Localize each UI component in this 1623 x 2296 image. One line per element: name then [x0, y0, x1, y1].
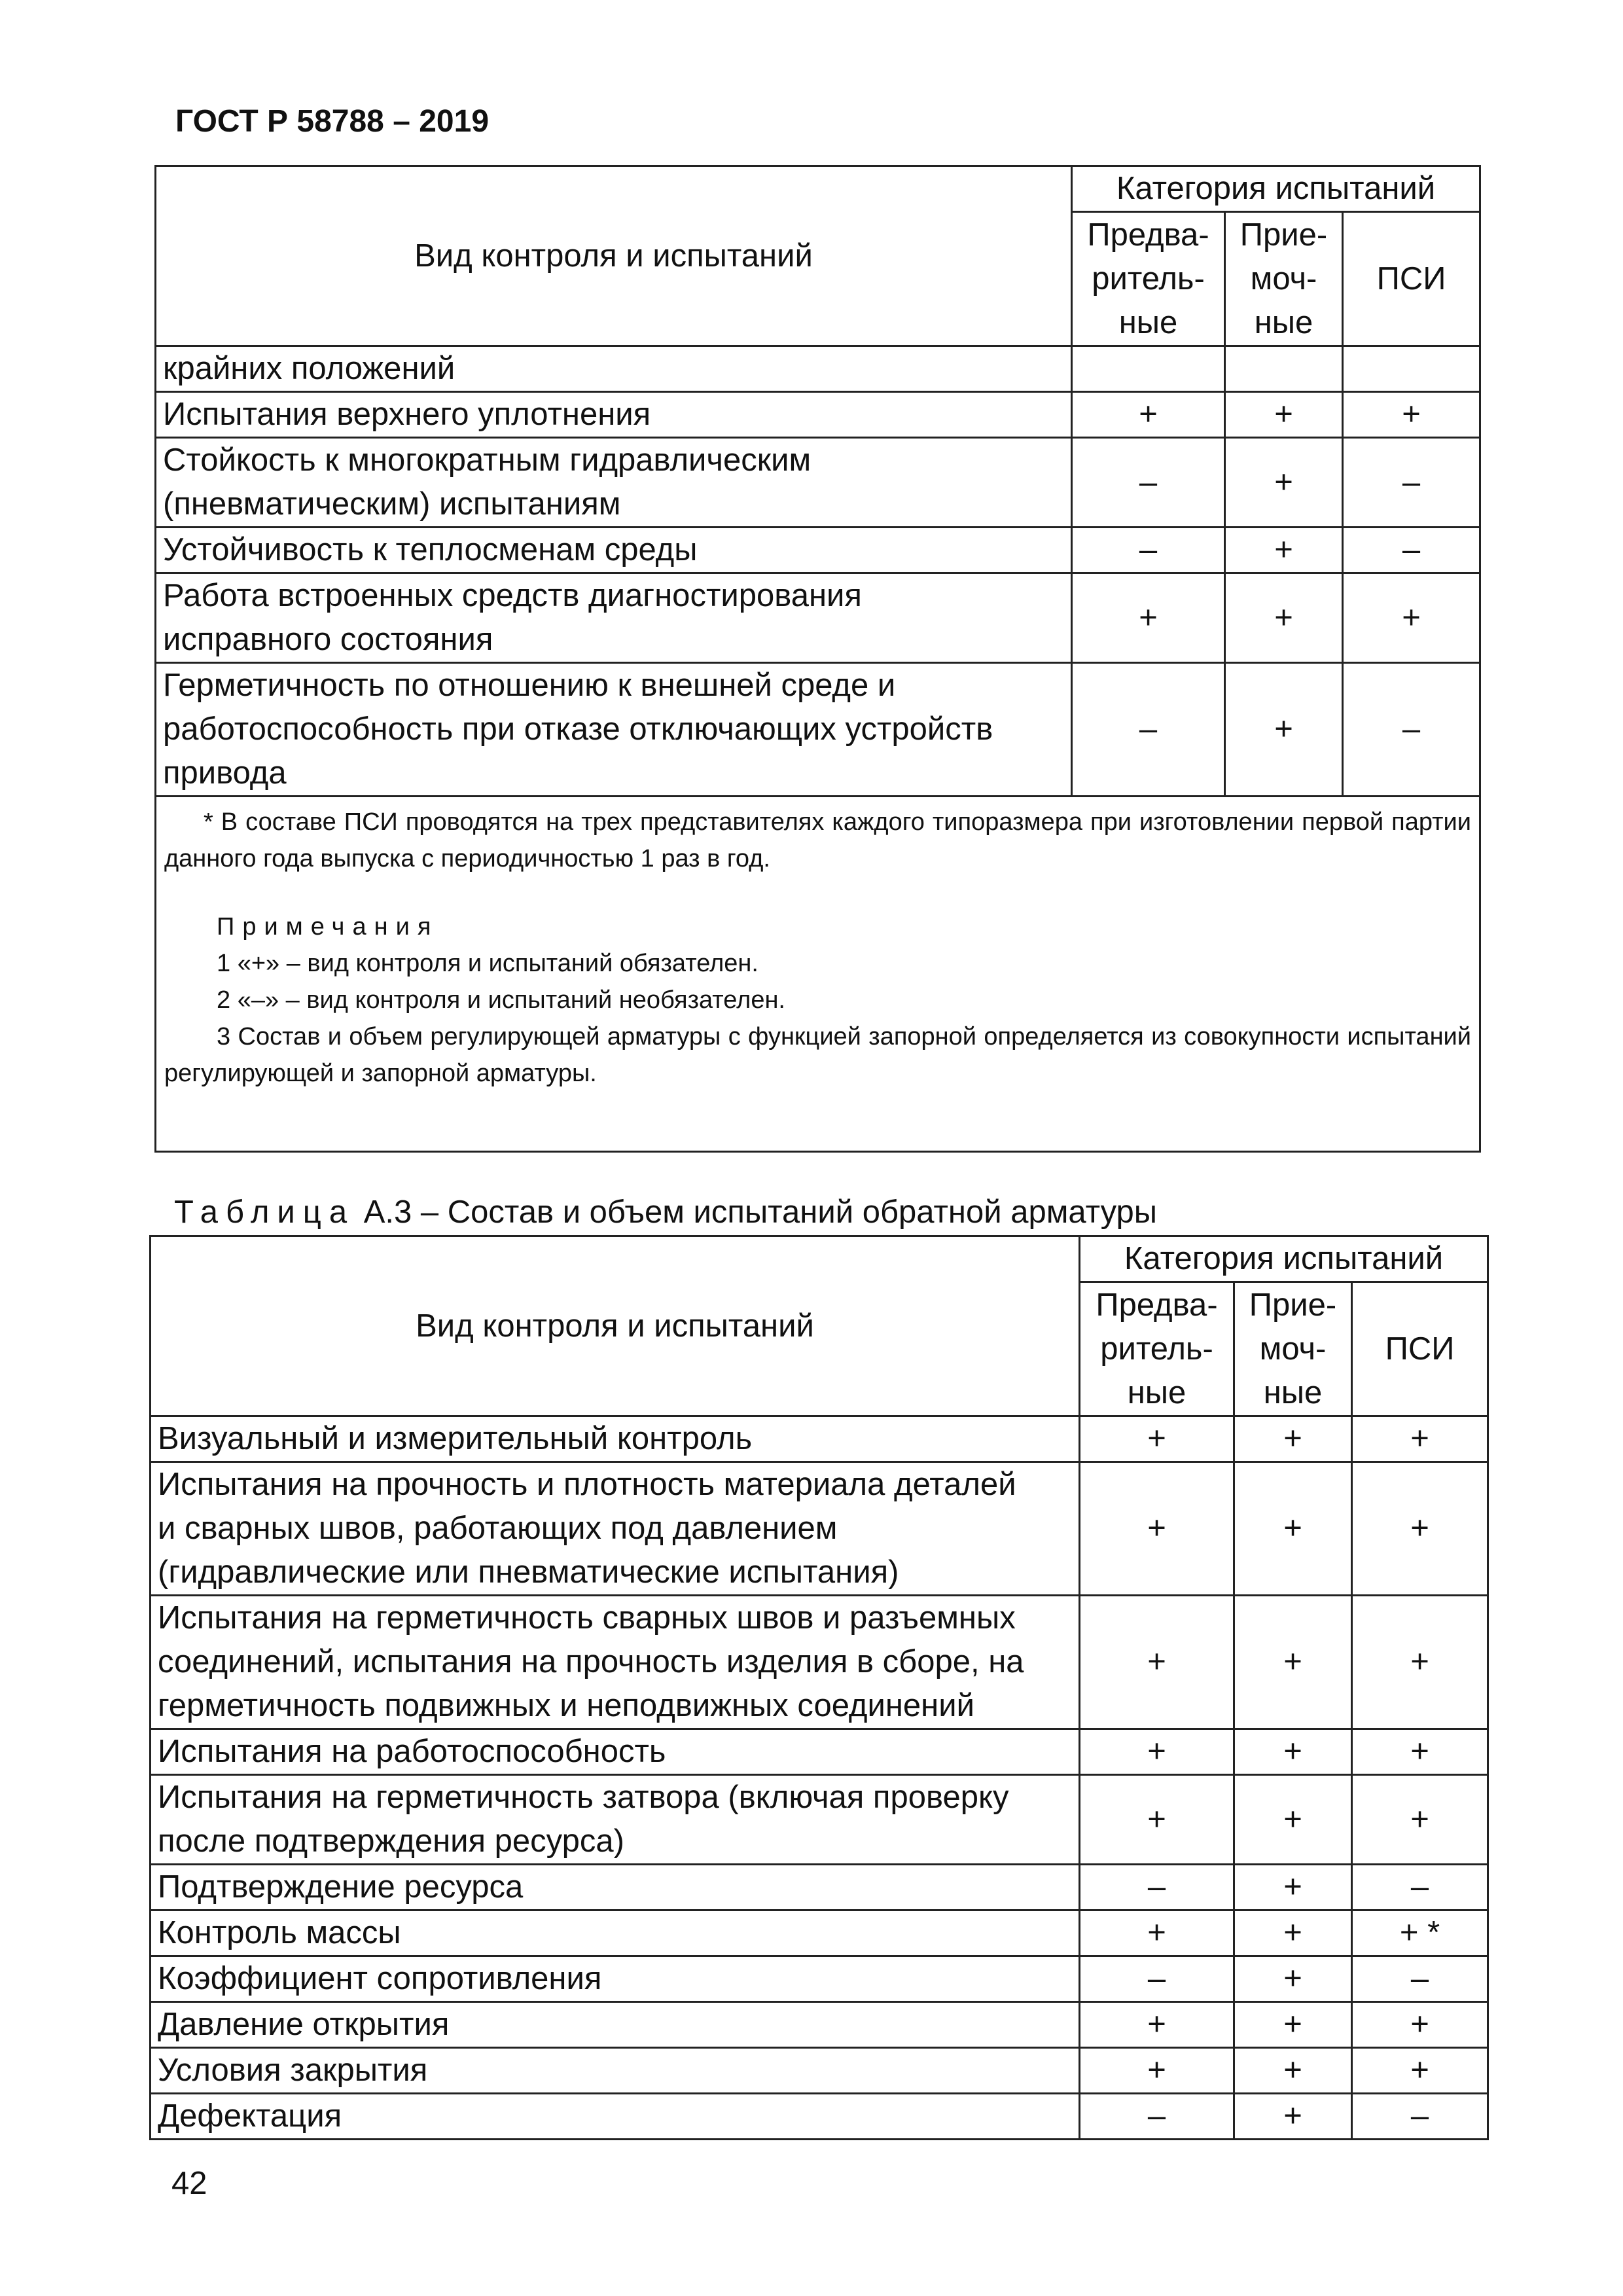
row-text-line: Испытания верхнего уплотнения [163, 397, 651, 432]
row-mark-c2: + [1234, 1865, 1352, 1910]
row-mark-c3: + * [1352, 1910, 1488, 1956]
row-test-name [151, 1596, 1080, 1729]
row-test-name [151, 1775, 1080, 1865]
row-mark-c1: – [1080, 1956, 1234, 2002]
footnote: * В составе ПСИ проводятся на трех представителях каждого типоразмера при изготовлении первой партии данного года выпуска с периодичностью 1 раз в год. [164, 808, 1472, 872]
row-mark-c1: – [1080, 2094, 1234, 2140]
header-psi: ПСИ [1352, 1282, 1488, 1416]
table-row [151, 2002, 1488, 2048]
row-mark-c1: + [1080, 1596, 1234, 1729]
header-preliminary: Предва- ритель- ные [1072, 212, 1225, 346]
table-caption: Таблица А.3 – Состав и объем испытаний обратной арматуры [174, 1194, 1157, 1230]
table-row [156, 392, 1480, 438]
table-row [156, 573, 1480, 663]
row-mark-c2: + [1234, 1956, 1352, 2002]
header-preliminary: Предва- ритель- ные [1080, 1282, 1234, 1416]
row-mark-c2: + [1234, 1729, 1352, 1775]
row-mark-c3: + [1352, 2048, 1488, 2094]
row-mark-c3: + [1352, 2002, 1488, 2048]
row-test-name [156, 573, 1072, 663]
row-mark-c1: + [1080, 2048, 1234, 2094]
row-mark-c3: + [1352, 1462, 1488, 1596]
row-mark-c2: + [1225, 392, 1343, 438]
row-text-line: Условия закрытия [158, 2053, 428, 2088]
row-text-line: Давление открытия [158, 2007, 450, 2042]
row-test-name [151, 1956, 1080, 2002]
row-mark-c3: – [1343, 438, 1480, 528]
header-psi: ПСИ [1343, 212, 1480, 346]
row-mark-c3: – [1352, 2094, 1488, 2140]
row-mark-c3: + [1352, 1416, 1488, 1462]
header-acceptance: Прие- моч- ные [1234, 1282, 1352, 1416]
row-text-line: Стойкость к многократным гидравлическим [163, 442, 812, 478]
header-test-category: Категория испытаний [1072, 166, 1480, 212]
row-mark-c1: + [1072, 573, 1225, 663]
row-text-line: Испытания на герметичность затвора (включая проверку [158, 1780, 1009, 1815]
row-mark-c3: + [1343, 392, 1480, 438]
row-mark-c1: + [1072, 392, 1225, 438]
row-mark-c3: – [1343, 528, 1480, 573]
row-mark-c2: + [1234, 2094, 1352, 2140]
row-text-line: работоспособность при отказе отключающих устройств [163, 711, 993, 747]
row-text-line: Устойчивость к теплосменам среды [163, 532, 698, 567]
table-row [156, 346, 1480, 392]
row-mark-c2: + [1234, 1596, 1352, 1729]
row-text-line: Визуальный и измерительный контроль [158, 1421, 753, 1456]
row-test-name [151, 1910, 1080, 1956]
row-text-line: Герметичность по отношению к внешней среде и [163, 668, 896, 703]
row-mark-c2: + [1234, 1462, 1352, 1596]
row-test-name [156, 346, 1072, 392]
page-number: 42 [171, 2166, 207, 2201]
header-test-type: Вид контроля и испытаний [156, 166, 1072, 346]
row-test-name [151, 1462, 1080, 1596]
row-mark-c1: – [1072, 528, 1225, 573]
header-test-type: Вид контроля и испытаний [151, 1236, 1080, 1416]
table-row [151, 2048, 1488, 2094]
row-text-line: исправного состояния [163, 622, 493, 657]
row-text-line: Дефектация [158, 2098, 342, 2134]
row-text-line: и сварных швов, работающих под давлением [158, 1511, 838, 1546]
row-text-line: крайних положений [163, 351, 455, 386]
row-mark-c1: + [1080, 1462, 1234, 1596]
table-row [156, 663, 1480, 797]
row-mark-c3: + [1352, 1729, 1488, 1775]
row-text-line: Испытания на работоспособность [158, 1734, 666, 1769]
table-row [151, 1416, 1488, 1462]
row-text-line: Коэффициент сопротивления [158, 1961, 602, 1996]
row-mark-c2: + [1234, 1775, 1352, 1865]
row-text-line: герметичность подвижных и неподвижных соединений [158, 1688, 974, 1723]
table-row [151, 1596, 1488, 1729]
row-text-line: после подтверждения ресурса) [158, 1823, 624, 1859]
notes-title: Примечания [217, 913, 439, 941]
table-row [151, 1729, 1488, 1775]
row-mark-c1 [1072, 346, 1225, 392]
row-mark-c2: + [1234, 1416, 1352, 1462]
row-test-name [151, 1416, 1080, 1462]
table-row [151, 1775, 1488, 1865]
table-a3 [149, 1235, 1489, 2140]
table-row [151, 1956, 1488, 2002]
row-test-name [151, 2094, 1080, 2140]
table-row [151, 2094, 1488, 2140]
row-text-line: соединений, испытания на прочность изделия в сборе, на [158, 1644, 1024, 1679]
row-text-line: Испытания на прочность и плотность материала деталей [158, 1467, 1016, 1502]
row-mark-c2: + [1225, 663, 1343, 797]
notes-cell [156, 797, 1480, 1152]
note-1: 1 «+» – вид контроля и испытаний обязателен. [217, 950, 758, 977]
table-row [151, 1865, 1488, 1910]
row-mark-c1: – [1072, 663, 1225, 797]
table-row [156, 528, 1480, 573]
row-mark-c1: + [1080, 1416, 1234, 1462]
row-test-name [151, 1865, 1080, 1910]
table-row [151, 1462, 1488, 1596]
row-mark-c2 [1225, 346, 1343, 392]
note-2: 2 «–» – вид контроля и испытаний необязателен. [217, 986, 785, 1014]
row-text-line: Подтверждение ресурса [158, 1869, 524, 1905]
row-test-name [156, 438, 1072, 528]
table-continuation [154, 165, 1481, 1153]
row-mark-c2: + [1225, 438, 1343, 528]
row-text-line: привода [163, 755, 287, 791]
row-mark-c3: – [1352, 1956, 1488, 2002]
table-row [156, 438, 1480, 528]
row-test-name [156, 528, 1072, 573]
header-test-category: Категория испытаний [1080, 1236, 1488, 1282]
row-test-name [151, 2002, 1080, 2048]
row-mark-c3: – [1343, 663, 1480, 797]
header-acceptance: Прие- моч- ные [1225, 212, 1343, 346]
row-mark-c3: + [1343, 573, 1480, 663]
row-mark-c1: – [1072, 438, 1225, 528]
row-test-name [156, 392, 1072, 438]
row-text-line: Работа встроенных средств диагностирования [163, 578, 862, 613]
row-mark-c1: + [1080, 1775, 1234, 1865]
row-test-name [151, 2048, 1080, 2094]
row-mark-c2: + [1234, 2048, 1352, 2094]
row-mark-c1: – [1080, 1865, 1234, 1910]
row-text-line: Испытания на герметичность сварных швов и разъемных [158, 1600, 1016, 1636]
row-mark-c2: + [1234, 2002, 1352, 2048]
row-mark-c2: + [1234, 1910, 1352, 1956]
row-mark-c3: + [1352, 1596, 1488, 1729]
row-mark-c3 [1343, 346, 1480, 392]
table-row [151, 1910, 1488, 1956]
row-mark-c2: + [1225, 573, 1343, 663]
note-3: 3 Состав и объем регулирующей арматуры с функцией запорной определяется из совокупности испытаний регулирующей и запорной арматуры. [164, 1023, 1472, 1087]
row-mark-c1: + [1080, 2002, 1234, 2048]
row-test-name [151, 1729, 1080, 1775]
row-test-name [156, 663, 1072, 797]
row-text-line: (гидравлические или пневматические испытания) [158, 1554, 899, 1590]
document-code: ГОСТ Р 58788 – 2019 [175, 104, 490, 139]
row-text-line: Контроль массы [158, 1915, 401, 1950]
row-text-line: (пневматическим) испытаниям [163, 486, 621, 522]
row-mark-c1: + [1080, 1910, 1234, 1956]
row-mark-c3: – [1352, 1865, 1488, 1910]
row-mark-c2: + [1225, 528, 1343, 573]
row-mark-c1: + [1080, 1729, 1234, 1775]
row-mark-c3: + [1352, 1775, 1488, 1865]
